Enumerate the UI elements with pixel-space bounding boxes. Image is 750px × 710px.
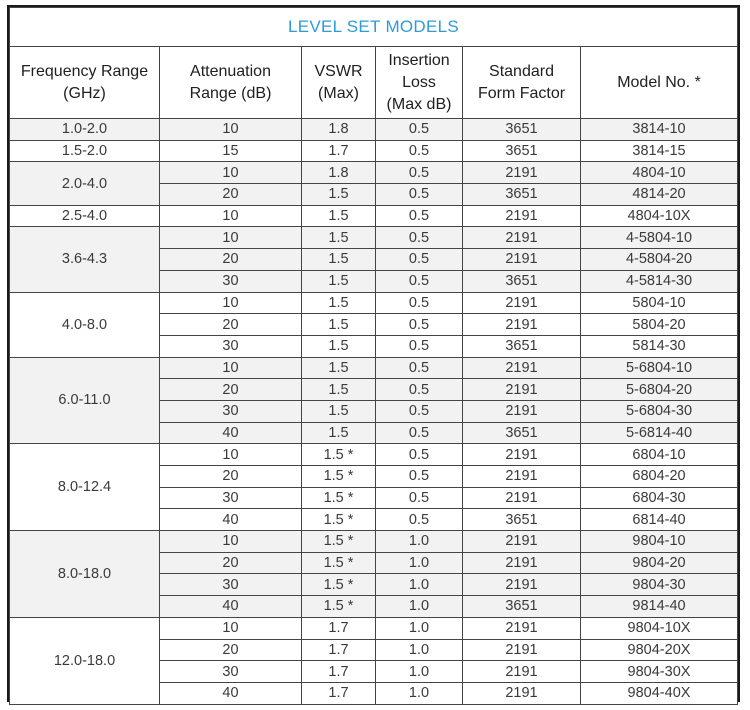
attenuation-cell: 15 [160,140,302,162]
vswr-cell: 1.5 [302,205,376,227]
vswr-cell: 1.5 * [302,552,376,574]
frequency-range-cell: 1.0-2.0 [10,119,160,141]
attenuation-cell: 10 [160,444,302,466]
attenuation-range-header [160,47,302,119]
insertion-loss-cell: 0.5 [376,509,463,531]
table-row [10,357,738,379]
attenuation-cell: 30 [160,335,302,357]
form-factor-cell: 2191 [463,466,581,488]
frequency-range-cell: 12.0-18.0 [10,617,160,704]
vswr-cell: 1.5 * [302,531,376,553]
insertion-loss-cell: 0.5 [376,270,463,292]
frequency-range-cell: 2.0-4.0 [10,162,160,205]
frequency-range-cell: 3.6-4.3 [10,227,160,292]
vswr-cell: 1.5 * [302,509,376,531]
form-factor-cell: 2191 [463,249,581,271]
form-factor-cell: 3651 [463,184,581,206]
insertion-loss-cell: 0.5 [376,249,463,271]
attenuation-cell: 10 [160,205,302,227]
vswr-cell: 1.7 [302,617,376,639]
form-factor-cell: 2191 [463,400,581,422]
insertion-loss-cell: 0.5 [376,422,463,444]
header-line: Form Factor [477,84,566,102]
form-factor-cell: 2191 [463,639,581,661]
insertion-loss-cell: 1.0 [376,552,463,574]
model-number-cell: 4-5804-10 [581,227,738,249]
attenuation-cell: 20 [160,249,302,271]
attenuation-cell: 20 [160,184,302,206]
model-number-cell: 5804-10 [581,292,738,314]
vswr-cell: 1.5 [302,314,376,336]
attenuation-cell: 40 [160,682,302,704]
vswr-cell: 1.7 [302,661,376,683]
model-number-cell: 9804-40X [581,682,738,704]
table-row [10,444,738,466]
insertion-loss-cell: 0.5 [376,466,463,488]
vswr-cell: 1.5 [302,335,376,357]
attenuation-cell: 30 [160,661,302,683]
model-number-cell: 4-5804-20 [581,249,738,271]
attenuation-cell: 30 [160,487,302,509]
vswr-cell: 1.5 * [302,466,376,488]
attenuation-cell: 30 [160,400,302,422]
table-row [10,617,738,639]
model-number-cell: 9804-30X [581,661,738,683]
attenuation-cell: 20 [160,314,302,336]
header-line: (Max dB) [386,95,452,113]
model-number-cell: 3814-15 [581,140,738,162]
model-number-cell: 9804-20 [581,552,738,574]
insertion-loss-cell: 0.5 [376,162,463,184]
attenuation-cell: 30 [160,574,302,596]
form-factor-cell: 2191 [463,617,581,639]
attenuation-cell: 20 [160,639,302,661]
model-number-cell: 3814-10 [581,119,738,141]
insertion-loss-cell: 0.5 [376,487,463,509]
form-factor-cell: 3651 [463,119,581,141]
header-line: (Max) [318,84,359,102]
table-body [10,119,738,705]
form-factor-cell: 2191 [463,574,581,596]
model-number-cell: 9804-20X [581,639,738,661]
frequency-range-cell: 1.5-2.0 [10,140,160,162]
frequency-range-cell: 4.0-8.0 [10,292,160,357]
model-number-cell: 4804-10X [581,205,738,227]
vswr-cell: 1.5 [302,249,376,271]
form-factor-cell: 2191 [463,487,581,509]
level-set-models-table-frame [7,5,740,702]
model-number-cell: 4814-20 [581,184,738,206]
table-row [10,205,738,227]
form-factor-cell: 3651 [463,270,581,292]
insertion-loss-cell: 1.0 [376,531,463,553]
model-number-cell: 5814-30 [581,335,738,357]
model-number-cell: 5804-20 [581,314,738,336]
model-number-cell: 5-6804-10 [581,357,738,379]
vswr-cell: 1.5 * [302,574,376,596]
header-line: (GHz) [63,84,106,102]
model-number-cell: 6814-40 [581,509,738,531]
header-line: Model No. * [617,73,701,91]
vswr-cell: 1.5 [302,379,376,401]
vswr-cell: 1.8 [302,119,376,141]
form-factor-cell: 2191 [463,379,581,401]
frequency-range-cell: 8.0-18.0 [10,531,160,618]
model-number-cell: 5-6814-40 [581,422,738,444]
insertion-loss-cell: 0.5 [376,357,463,379]
form-factor-cell: 2191 [463,227,581,249]
model-number-cell: 6804-10 [581,444,738,466]
form-factor-cell: 2191 [463,444,581,466]
frequency-range-cell: 2.5-4.0 [10,205,160,227]
attenuation-cell: 40 [160,596,302,618]
header-line: Standard [489,62,554,80]
model-number-header [581,47,738,119]
form-factor-cell: 3651 [463,335,581,357]
attenuation-cell: 30 [160,270,302,292]
frequency-range-cell: 8.0-12.4 [10,444,160,531]
table-row [10,292,738,314]
vswr-cell: 1.5 [302,357,376,379]
insertion-loss-cell: 1.0 [376,574,463,596]
model-number-cell: 5-6804-30 [581,400,738,422]
attenuation-cell: 20 [160,379,302,401]
frequency-range-cell: 6.0-11.0 [10,357,160,444]
insertion-loss-cell: 1.0 [376,596,463,618]
attenuation-cell: 10 [160,617,302,639]
table-row [10,227,738,249]
insertion-loss-cell: 0.5 [376,379,463,401]
model-number-cell: 9804-10 [581,531,738,553]
vswr-cell: 1.5 [302,270,376,292]
vswr-cell: 1.5 * [302,596,376,618]
vswr-cell: 1.5 [302,184,376,206]
form-factor-cell: 2191 [463,552,581,574]
attenuation-cell: 10 [160,227,302,249]
vswr-cell: 1.5 * [302,487,376,509]
insertion-loss-cell: 0.5 [376,119,463,141]
insertion-loss-cell: 1.0 [376,661,463,683]
header-line: Insertion [388,51,450,69]
form-factor-cell: 2191 [463,292,581,314]
table-title: LEVEL SET MODELS [10,8,738,47]
attenuation-cell: 10 [160,119,302,141]
form-factor-cell: 2191 [463,357,581,379]
header-line: Attenuation [190,62,271,80]
vswr-header [302,47,376,119]
attenuation-cell: 40 [160,509,302,531]
attenuation-cell: 40 [160,422,302,444]
insertion-loss-cell: 0.5 [376,335,463,357]
table-row [10,140,738,162]
form-factor-cell: 2191 [463,205,581,227]
form-factor-header [463,47,581,119]
level-set-models-table [9,7,738,705]
model-number-cell: 9814-40 [581,596,738,618]
attenuation-cell: 10 [160,292,302,314]
insertion-loss-cell: 0.5 [376,140,463,162]
form-factor-cell: 2191 [463,661,581,683]
form-factor-cell: 3651 [463,140,581,162]
form-factor-cell: 2191 [463,162,581,184]
form-factor-cell: 2191 [463,531,581,553]
model-number-cell: 9804-30 [581,574,738,596]
insertion-loss-cell: 0.5 [376,184,463,206]
vswr-cell: 1.5 [302,422,376,444]
insertion-loss-cell: 0.5 [376,205,463,227]
attenuation-cell: 20 [160,466,302,488]
model-number-cell: 4-5814-30 [581,270,738,292]
model-number-cell: 6804-30 [581,487,738,509]
model-number-cell: 4804-10 [581,162,738,184]
table-row [10,119,738,141]
table-header-row [10,47,738,119]
header-line: Loss [402,73,436,91]
attenuation-cell: 10 [160,162,302,184]
insertion-loss-header [376,47,463,119]
attenuation-cell: 20 [160,552,302,574]
form-factor-cell: 2191 [463,314,581,336]
vswr-cell: 1.5 * [302,444,376,466]
insertion-loss-cell: 0.5 [376,444,463,466]
frequency-range-header [10,47,160,119]
header-line: Range (dB) [189,84,272,102]
attenuation-cell: 10 [160,531,302,553]
vswr-cell: 1.5 [302,400,376,422]
insertion-loss-cell: 0.5 [376,400,463,422]
insertion-loss-cell: 0.5 [376,314,463,336]
vswr-cell: 1.7 [302,639,376,661]
model-number-cell: 9804-10X [581,617,738,639]
model-number-cell: 6804-20 [581,466,738,488]
header-line: VSWR [314,62,363,80]
form-factor-cell: 3651 [463,596,581,618]
insertion-loss-cell: 0.5 [376,227,463,249]
insertion-loss-cell: 1.0 [376,617,463,639]
table-row [10,162,738,184]
model-number-cell: 5-6804-20 [581,379,738,401]
vswr-cell: 1.7 [302,140,376,162]
vswr-cell: 1.5 [302,227,376,249]
form-factor-cell: 3651 [463,509,581,531]
insertion-loss-cell: 1.0 [376,682,463,704]
vswr-cell: 1.7 [302,682,376,704]
form-factor-cell: 3651 [463,422,581,444]
insertion-loss-cell: 1.0 [376,639,463,661]
insertion-loss-cell: 0.5 [376,292,463,314]
form-factor-cell: 2191 [463,682,581,704]
vswr-cell: 1.8 [302,162,376,184]
table-row [10,531,738,553]
header-line: Frequency Range [20,62,149,80]
vswr-cell: 1.5 [302,292,376,314]
attenuation-cell: 10 [160,357,302,379]
